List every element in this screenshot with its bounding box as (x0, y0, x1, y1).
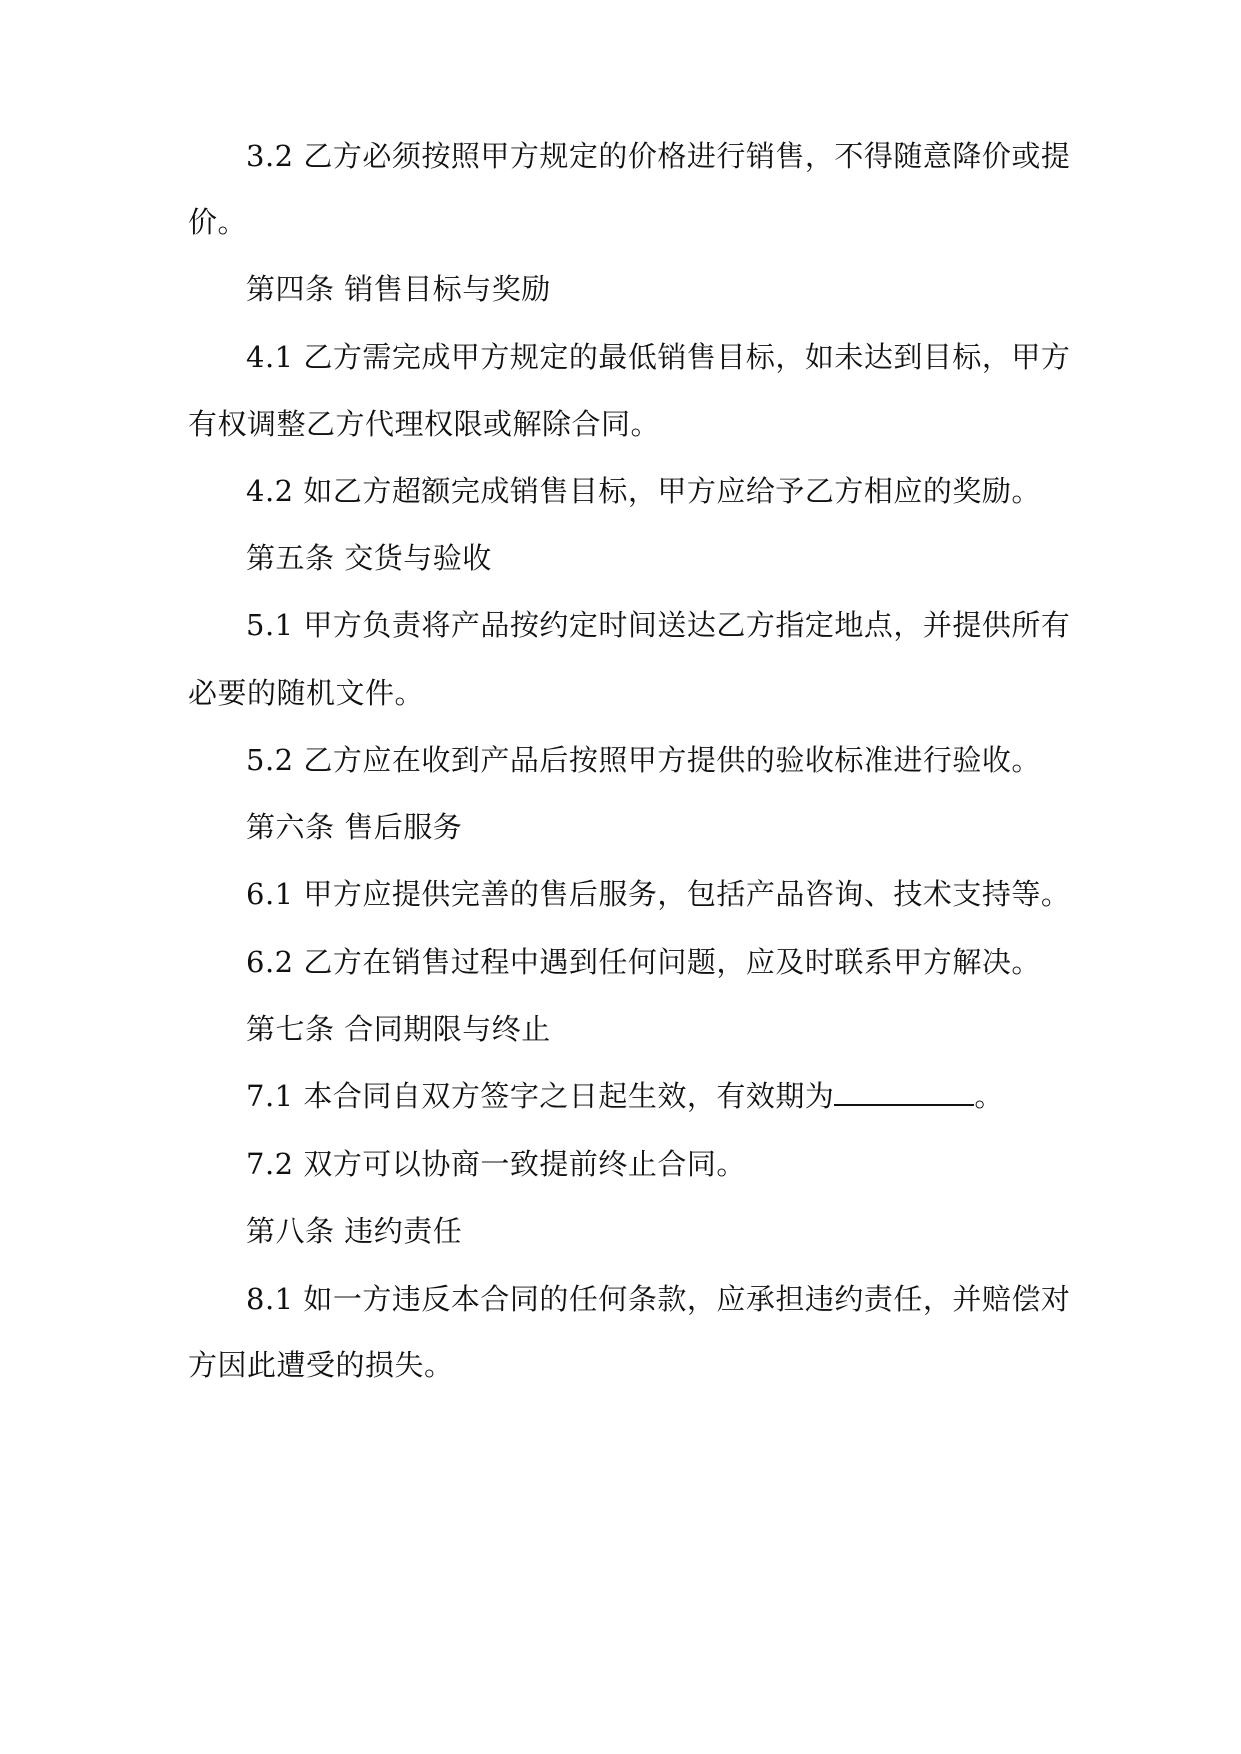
clause-8-1-line-2: 方因此遭受的损失。 (188, 1348, 454, 1382)
article-7-heading: 第七条 合同期限与终止 (246, 1012, 551, 1046)
clause-7-1-text: 7.1 本合同自双方签字之日起生效，有效期为 (246, 1079, 835, 1113)
clause-4-2: 4.2 如乙方超额完成销售目标，甲方应给予乙方相应的奖励。 (246, 474, 1041, 508)
clause-7-2: 7.2 双方可以协商一致提前终止合同。 (246, 1147, 746, 1181)
clause-5-1-line-1: 5.1 甲方负责将产品按约定时间送达乙方指定地点，并提供所有 (246, 608, 1071, 642)
clause-7-1-end: 。 (974, 1079, 1004, 1113)
clause-5-2: 5.2 乙方应在收到产品后按照甲方提供的验收标准进行验收。 (246, 743, 1041, 777)
clause-3-2-line-1: 3.2 乙方必须按照甲方规定的价格进行销售，不得随意降价或提 (246, 139, 1071, 173)
article-8-heading: 第八条 违约责任 (246, 1214, 463, 1248)
clause-6-1: 6.1 甲方应提供完善的售后服务，包括产品咨询、技术支持等。 (246, 877, 1071, 911)
article-5-heading: 第五条 交货与验收 (246, 541, 492, 575)
clause-7-1 (0, 1076, 1241, 1116)
clause-4-1-line-2: 有权调整乙方代理权限或解除合同。 (188, 407, 661, 441)
term-blank-field (834, 1078, 974, 1106)
clause-8-1-line-1: 8.1 如一方违反本合同的任何条款，应承担违约责任，并赔偿对 (246, 1282, 1071, 1316)
clause-3-2-line-2: 价。 (188, 205, 248, 239)
article-4-heading: 第四条 销售目标与奖励 (246, 272, 551, 306)
article-6-heading: 第六条 售后服务 (246, 810, 463, 844)
clause-5-1-line-2: 必要的随机文件。 (188, 676, 425, 710)
clause-6-2: 6.2 乙方在销售过程中遇到任何问题，应及时联系甲方解决。 (246, 945, 1041, 979)
clause-4-1-line-1: 4.1 乙方需完成甲方规定的最低销售目标，如未达到目标，甲方 (246, 340, 1071, 374)
